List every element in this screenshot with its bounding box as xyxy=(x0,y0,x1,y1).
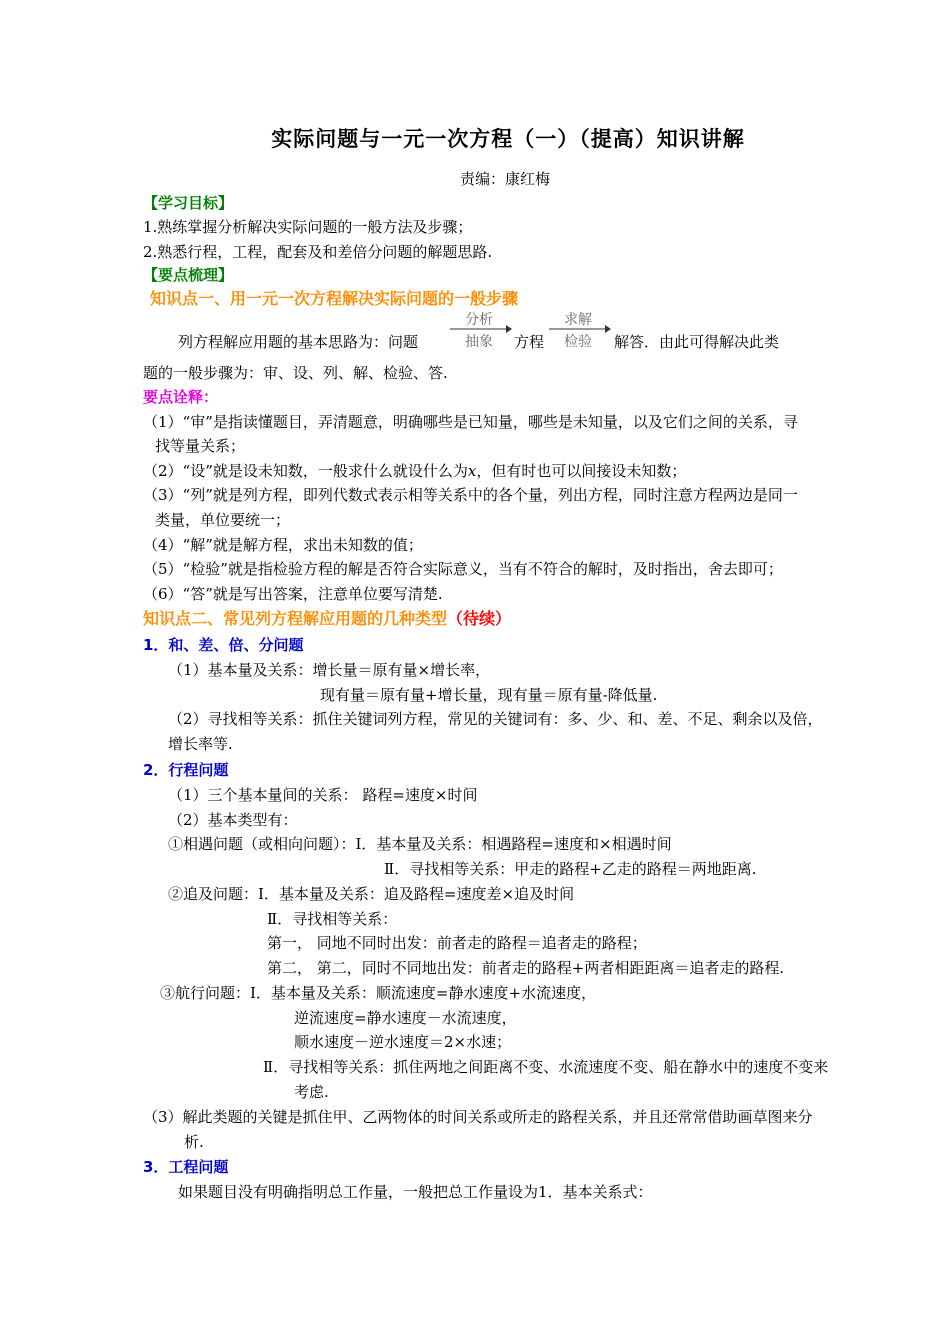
note-line: （3）“列”就是列方程，即列代数式表示相等关系中的各个量，列出方程，同时注意方程两边是同一 xyxy=(143,486,798,504)
section-2-line: Ⅱ．寻找相等关系： xyxy=(267,910,398,928)
section-2-line: ③航行问题：Ⅰ．基本量及关系：顺流速度=静水速度+水流速度， xyxy=(160,984,597,1002)
arrow-top-label: 分析 xyxy=(465,312,493,328)
section-3-heading: 3．工程问题 xyxy=(143,1158,229,1176)
knowledge-point-1-heading: 知识点一、用一元一次方程解决实际问题的一般步骤 xyxy=(150,289,519,308)
arrow-solve-check xyxy=(549,312,613,352)
section-2-line: Ⅱ．寻找相等关系：甲走的路程+乙走的路程＝两地距离. xyxy=(384,860,757,878)
right-arrow-icon xyxy=(450,325,512,333)
knowledge-point-2-heading xyxy=(143,608,511,630)
note-line: 类量，单位要统一； xyxy=(155,511,291,529)
section-2-line: 逆流速度=静水速度－水流速度， xyxy=(294,1009,517,1027)
section-2-line: （3）解此类题的关键是抓住甲、乙两物体的时间关系或所走的路程关系，并且还常常借助画草图来分 xyxy=(143,1108,813,1126)
notes-heading: 要点诠释： xyxy=(143,388,219,406)
right-arrow-icon xyxy=(549,325,611,333)
key-points-heading: 【要点梳理】 xyxy=(143,266,234,284)
section-2-line: （2）基本类型有： xyxy=(168,811,298,829)
kp2-continued: （待续） xyxy=(447,609,512,628)
note-text: （2）“设”就是设未知数，一般求什么就设什么为 xyxy=(143,462,468,480)
section-2-heading: 2．行程问题 xyxy=(143,761,229,779)
note-text: ，但有时也可以间接设未知数； xyxy=(476,462,687,480)
section-1-line: 现有量＝原有量+增长量，现有量＝原有量-降低量. xyxy=(320,686,658,704)
section-2-line: Ⅱ．寻找相等关系：抓住两地之间距离不变、水流速度不变、船在静水中的速度不变来 xyxy=(263,1058,829,1076)
section-1-heading: 1．和、差、倍、分问题 xyxy=(143,636,304,654)
kp2-title: 知识点二、常见列方程解应用题的几种类型 xyxy=(143,609,448,628)
flow-mid: 方程 xyxy=(514,333,545,351)
variable-x: x xyxy=(467,462,477,480)
arrow-top-label: 求解 xyxy=(564,312,592,328)
steps-line: 题的一般步骤为：审、设、列、解、检验、答. xyxy=(143,364,448,382)
note-line xyxy=(143,460,686,482)
arrow-bottom-label: 检验 xyxy=(564,334,592,350)
note-line: （6）“答”就是写出答案，注意单位要写清楚. xyxy=(143,585,443,603)
section-1-line: （1）基本量及关系：增长量＝原有量×增长率， xyxy=(168,661,491,679)
note-line: （4）“解”就是解方程，求出未知数的值； xyxy=(143,536,423,554)
arrow-bottom-label: 抽象 xyxy=(465,334,493,350)
section-2-line: 考虑. xyxy=(294,1083,329,1101)
goal-item: 1.熟练掌握分析解决实际问题的一般方法及步骤； xyxy=(143,218,473,236)
section-2-line: 第二， 第二，同时不同地出发：前者走的路程+两者相距距离＝追者走的路程. xyxy=(267,959,785,977)
section-2-line: ②追及问题：Ⅰ．基本量及关系：追及路程=速度差×追及时间 xyxy=(168,885,575,903)
section-1-line: 增长率等. xyxy=(168,735,233,753)
author-line: 责编：康红梅 xyxy=(459,170,550,188)
arrow-analyze-abstract xyxy=(450,312,514,352)
note-line: （1）“审”是指读懂题目，弄清题意，明确哪些是已知量，哪些是未知量，以及它们之间的关系，寻 xyxy=(143,413,798,431)
goal-item: 2.熟悉行程，工程，配套及和差倍分问题的解题思路. xyxy=(143,243,493,261)
section-2-line: ①相遇问题（或相向问题）：Ⅰ．基本量及关系：相遇路程=速度和×相遇时间 xyxy=(168,835,672,853)
section-1-line: （2）寻找相等关系：抓住关键词列方程，常见的关键词有：多、少、和、差、不足、剩余以及倍， xyxy=(168,710,823,728)
section-2-line: 顺水速度－逆水速度＝2×水速； xyxy=(294,1033,512,1051)
section-2-line: 第一， 同地不同时出发：前者走的路程＝追者走的路程； xyxy=(267,934,647,952)
flow-prefix: 列方程解应用题的基本思路为：问题 xyxy=(178,333,419,351)
section-3-line: 如果题目没有明确指明总工作量，一般把总工作量设为1．基本关系式： xyxy=(178,1183,653,1201)
section-2-line: 析. xyxy=(184,1133,204,1151)
learning-goals-heading: 【学习目标】 xyxy=(143,194,234,212)
section-2-line: （1）三个基本量间的关系： 路程=速度×时间 xyxy=(168,786,478,804)
note-line: 找等量关系； xyxy=(155,437,246,455)
flow-suffix: 解答．由此可得解决此类 xyxy=(614,333,780,351)
note-line: （5）“检验”就是指检验方程的解是否符合实际意义，当有不符合的解时，及时指出，舍去即可； xyxy=(143,560,783,578)
page-title: 实际问题与一元一次方程（一）（提高）知识讲解 xyxy=(271,126,745,151)
